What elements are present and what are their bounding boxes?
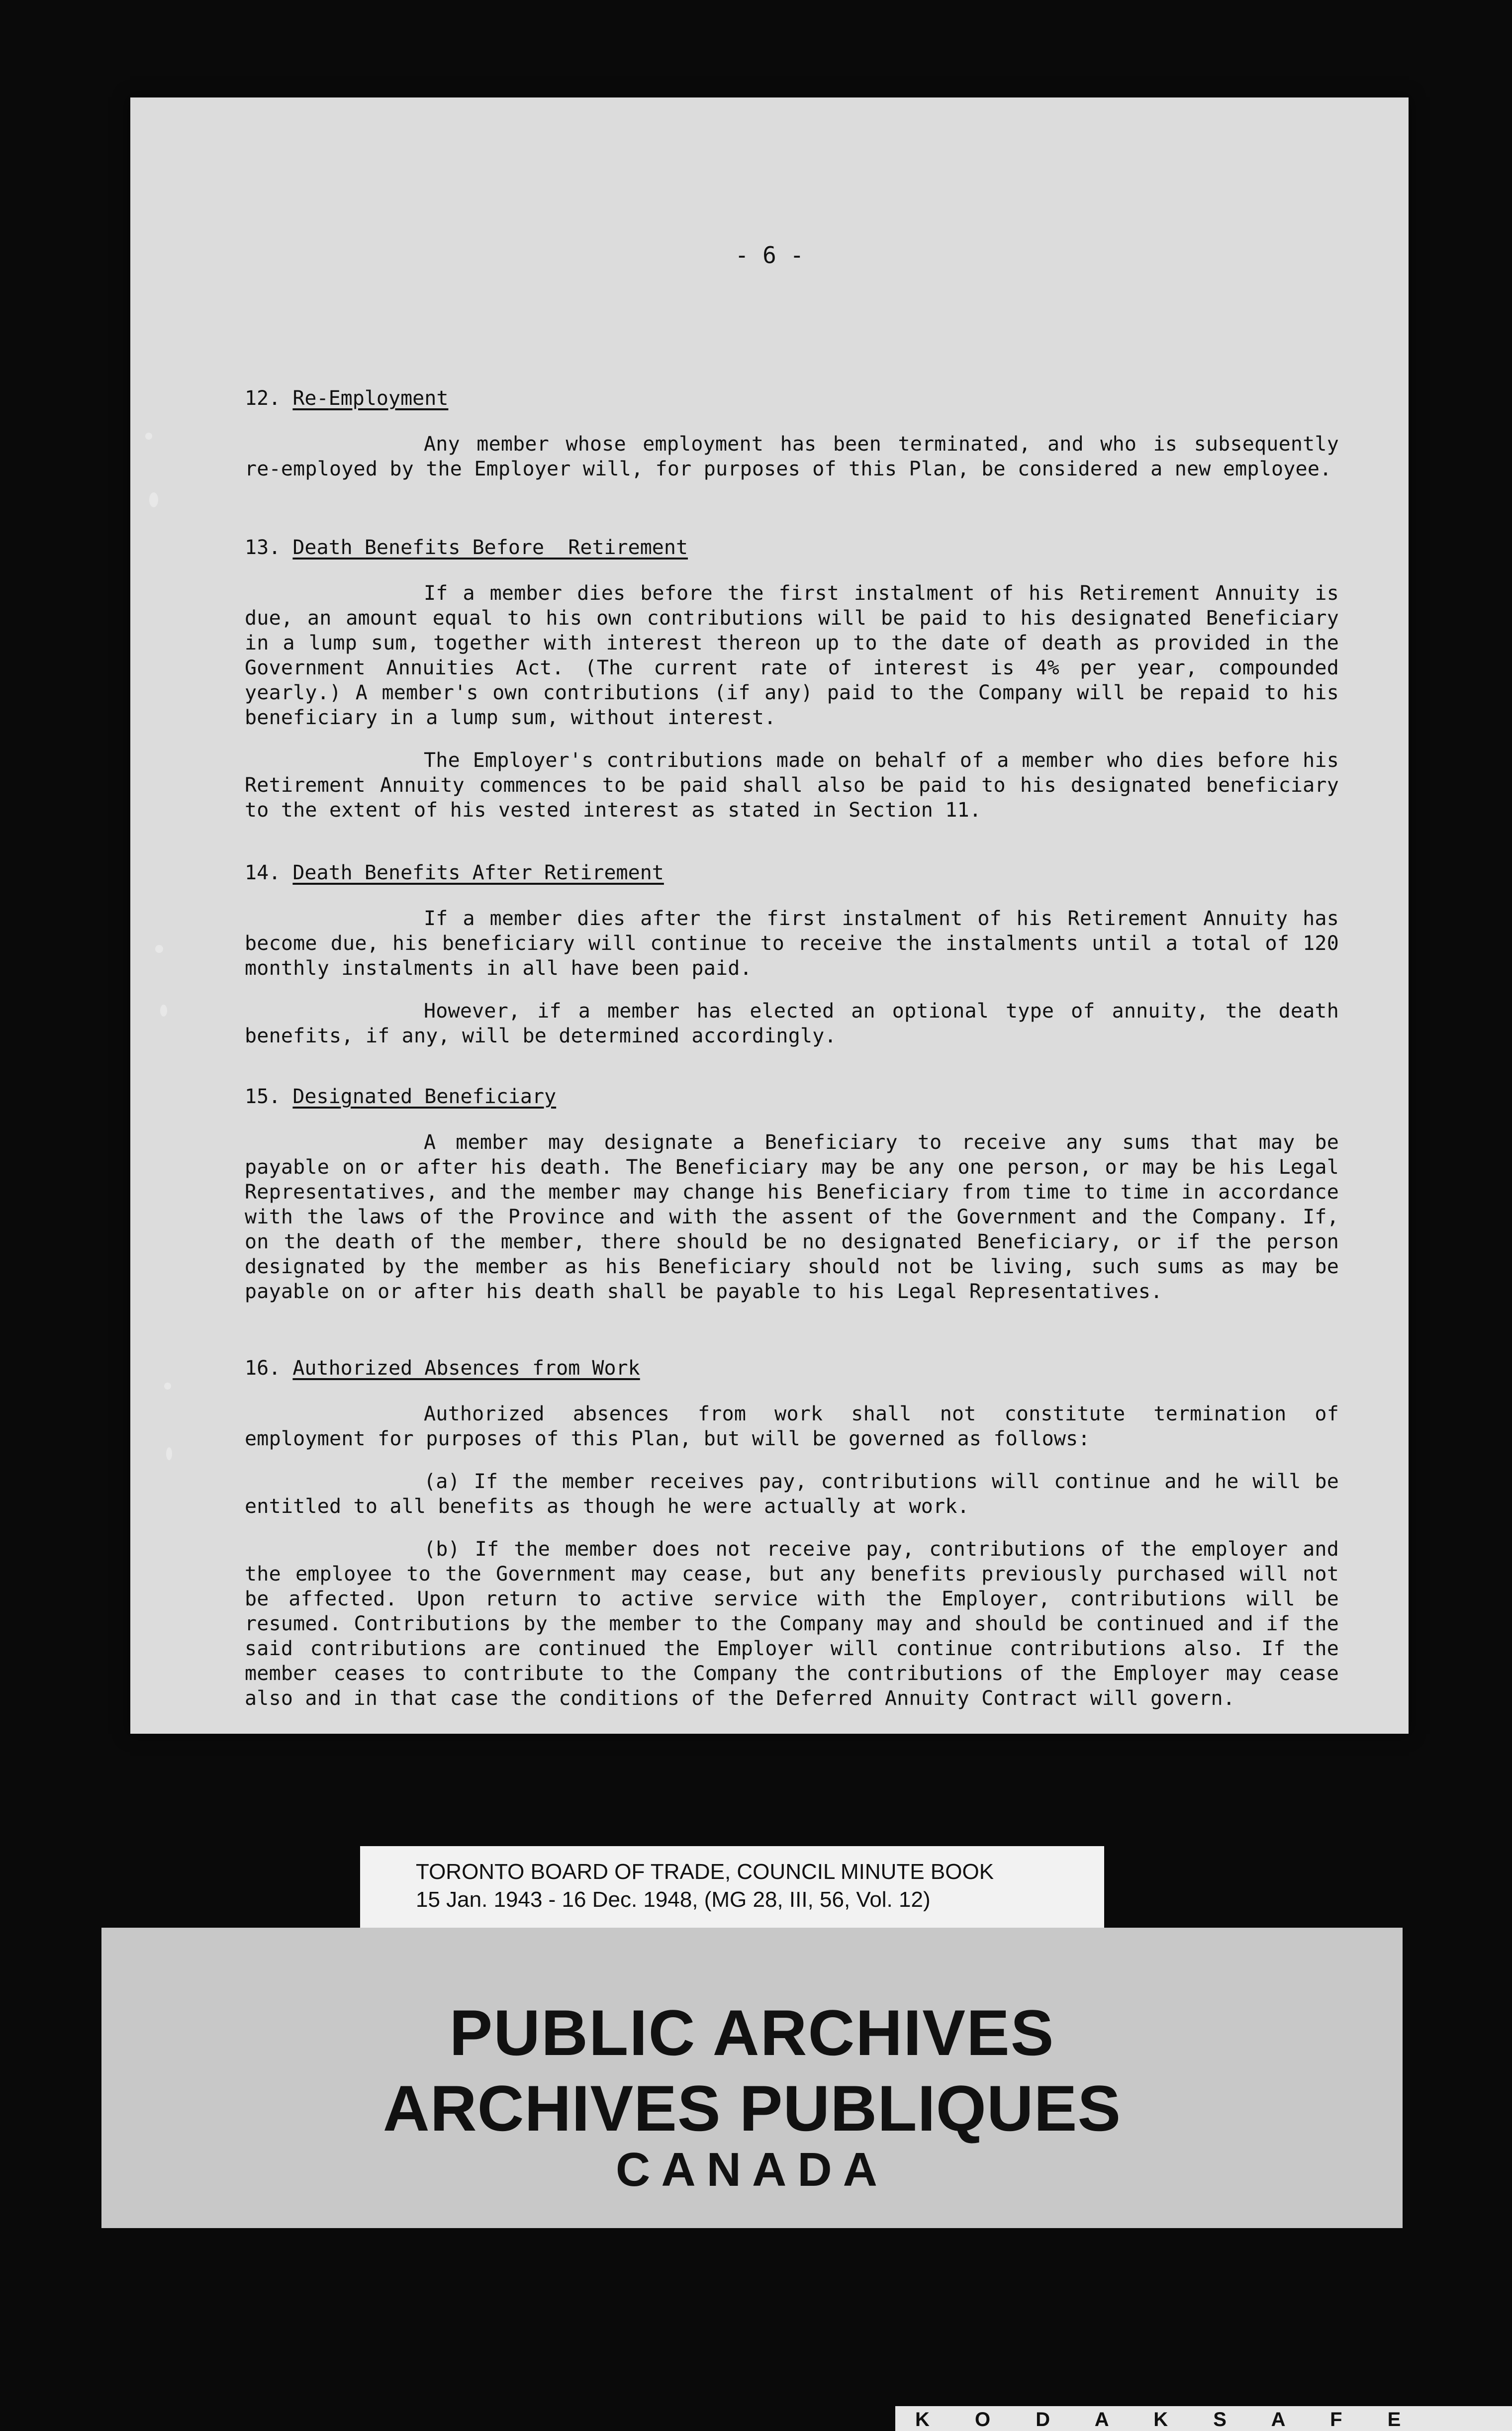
paragraph: The Employer's contributions made on behalf of a member who dies before his Retirement Annuity commences to be paid shall also be paid to his designated beneficiary to the extent of his vested interest as stated in Section 11.: [245, 749, 1339, 822]
film-speck: [149, 492, 158, 507]
archive-label-line: TORONTO BOARD OF TRADE, COUNCIL MINUTE BOOK: [416, 1860, 994, 1884]
film-speck: [160, 1005, 167, 1017]
section-number: 15.: [245, 1085, 281, 1108]
film-speck: [155, 945, 163, 953]
section-16: [245, 1356, 1339, 1729]
stamp-line: PUBLIC ARCHIVES: [449, 1996, 1055, 2069]
section-heading: [245, 1084, 1339, 1109]
paragraph: However, if a member has elected an optional type of annuity, the death benefits, if any, will be determined accordingly.: [245, 1000, 1339, 1047]
section-number: 14.: [245, 861, 281, 884]
paragraph: Any member whose employment has been terminated, and who is subsequently re-employed by the Employer will, for purposes of this Plan, be considered a new employee.: [245, 433, 1339, 480]
archives-stamp: [101, 1928, 1403, 2228]
paragraph: (a) If the member receives pay, contributions will continue and he will be entitled to all benefits as though he were actually at work.: [245, 1470, 1339, 1518]
section-14: [245, 860, 1339, 1066]
section-title: Designated Beneficiary: [292, 1085, 557, 1108]
section-title: Re-Employment: [292, 387, 449, 410]
film-speck: [164, 1383, 171, 1390]
section-title: Authorized Absences from Work: [292, 1357, 640, 1380]
section-heading: [245, 1356, 1339, 1381]
film-edge-marking: K O D A K S A F E: [895, 2406, 1512, 2431]
section-heading: [245, 386, 1339, 411]
page-number: - 6 -: [735, 242, 804, 269]
paragraph: A member may designate a Beneficiary to receive any sums that may be payable on or after his death. The Beneficiary may be any one person, or may be his Legal Representatives, and the member may change his Beneficiary from time to time in accordance with the laws of the Province and with the assent of the Government and the Company. If, on the death of the member, there should be no designated Beneficiary, or if the person designated by the member as his Beneficiary should not be living, such sums as may be payable on or after his death shall be payable to his Legal Representatives.: [245, 1131, 1339, 1303]
section-12: [245, 386, 1339, 499]
stamp-line: CANADA: [616, 2143, 888, 2196]
section-heading: [245, 535, 1339, 560]
paragraph: Authorized absences from work shall not constitute termination of employment for purposes of this Plan, but will be governed as follows:: [245, 1402, 1339, 1450]
archive-label-line: 15 Jan. 1943 - 16 Dec. 1948, (MG 28, III, 56, Vol. 12): [416, 1887, 931, 1912]
film-speck: [145, 433, 152, 440]
section-15: [245, 1084, 1339, 1322]
section-title: Death Benefits Before Retirement: [292, 536, 688, 559]
film-speck: [166, 1447, 172, 1460]
section-heading: [245, 860, 1339, 885]
paragraph: If a member dies after the first instalment of his Retirement Annuity has become due, his beneficiary will continue to receive the instalments until a total of 120 monthly instalments in all have been paid.: [245, 907, 1339, 980]
section-number: 13.: [245, 536, 281, 559]
stamp-line: ARCHIVES PUBLIQUES: [382, 2072, 1122, 2145]
document-page: [130, 97, 1409, 1734]
section-number: 12.: [245, 387, 281, 410]
paragraph: (b) If the member does not receive pay, contributions of the employer and the employee to the Government may cease, but any benefits previously purchased will not be affected. Upon return to active service with the Employer, contributions will be resumed. Contributions by the member to the Company may and should be continued and if the said contributions are continued the Employer will continue contributions also. If the member ceases to contribute to the Company the contributions of the Employer may cease also and in that case the conditions of the Deferred Annuity Contract will govern.: [245, 1538, 1339, 1710]
section-title: Death Benefits After Retirement: [292, 861, 664, 884]
section-13: [245, 535, 1339, 841]
section-number: 16.: [245, 1357, 281, 1380]
paragraph: If a member dies before the first instalment of his Retirement Annuity is due, an amount equal to his own contributions will be paid to his designated Beneficiary in a lump sum, together with interest thereon up to the date of death as provided in the Government Annuities Act. (The current rate of interest is 4% per year, compounded yearly.) A member's own contributions (if any) paid to the Company will be repaid to his beneficiary in a lump sum, without interest.: [245, 582, 1339, 729]
archive-label: [360, 1846, 1104, 1928]
